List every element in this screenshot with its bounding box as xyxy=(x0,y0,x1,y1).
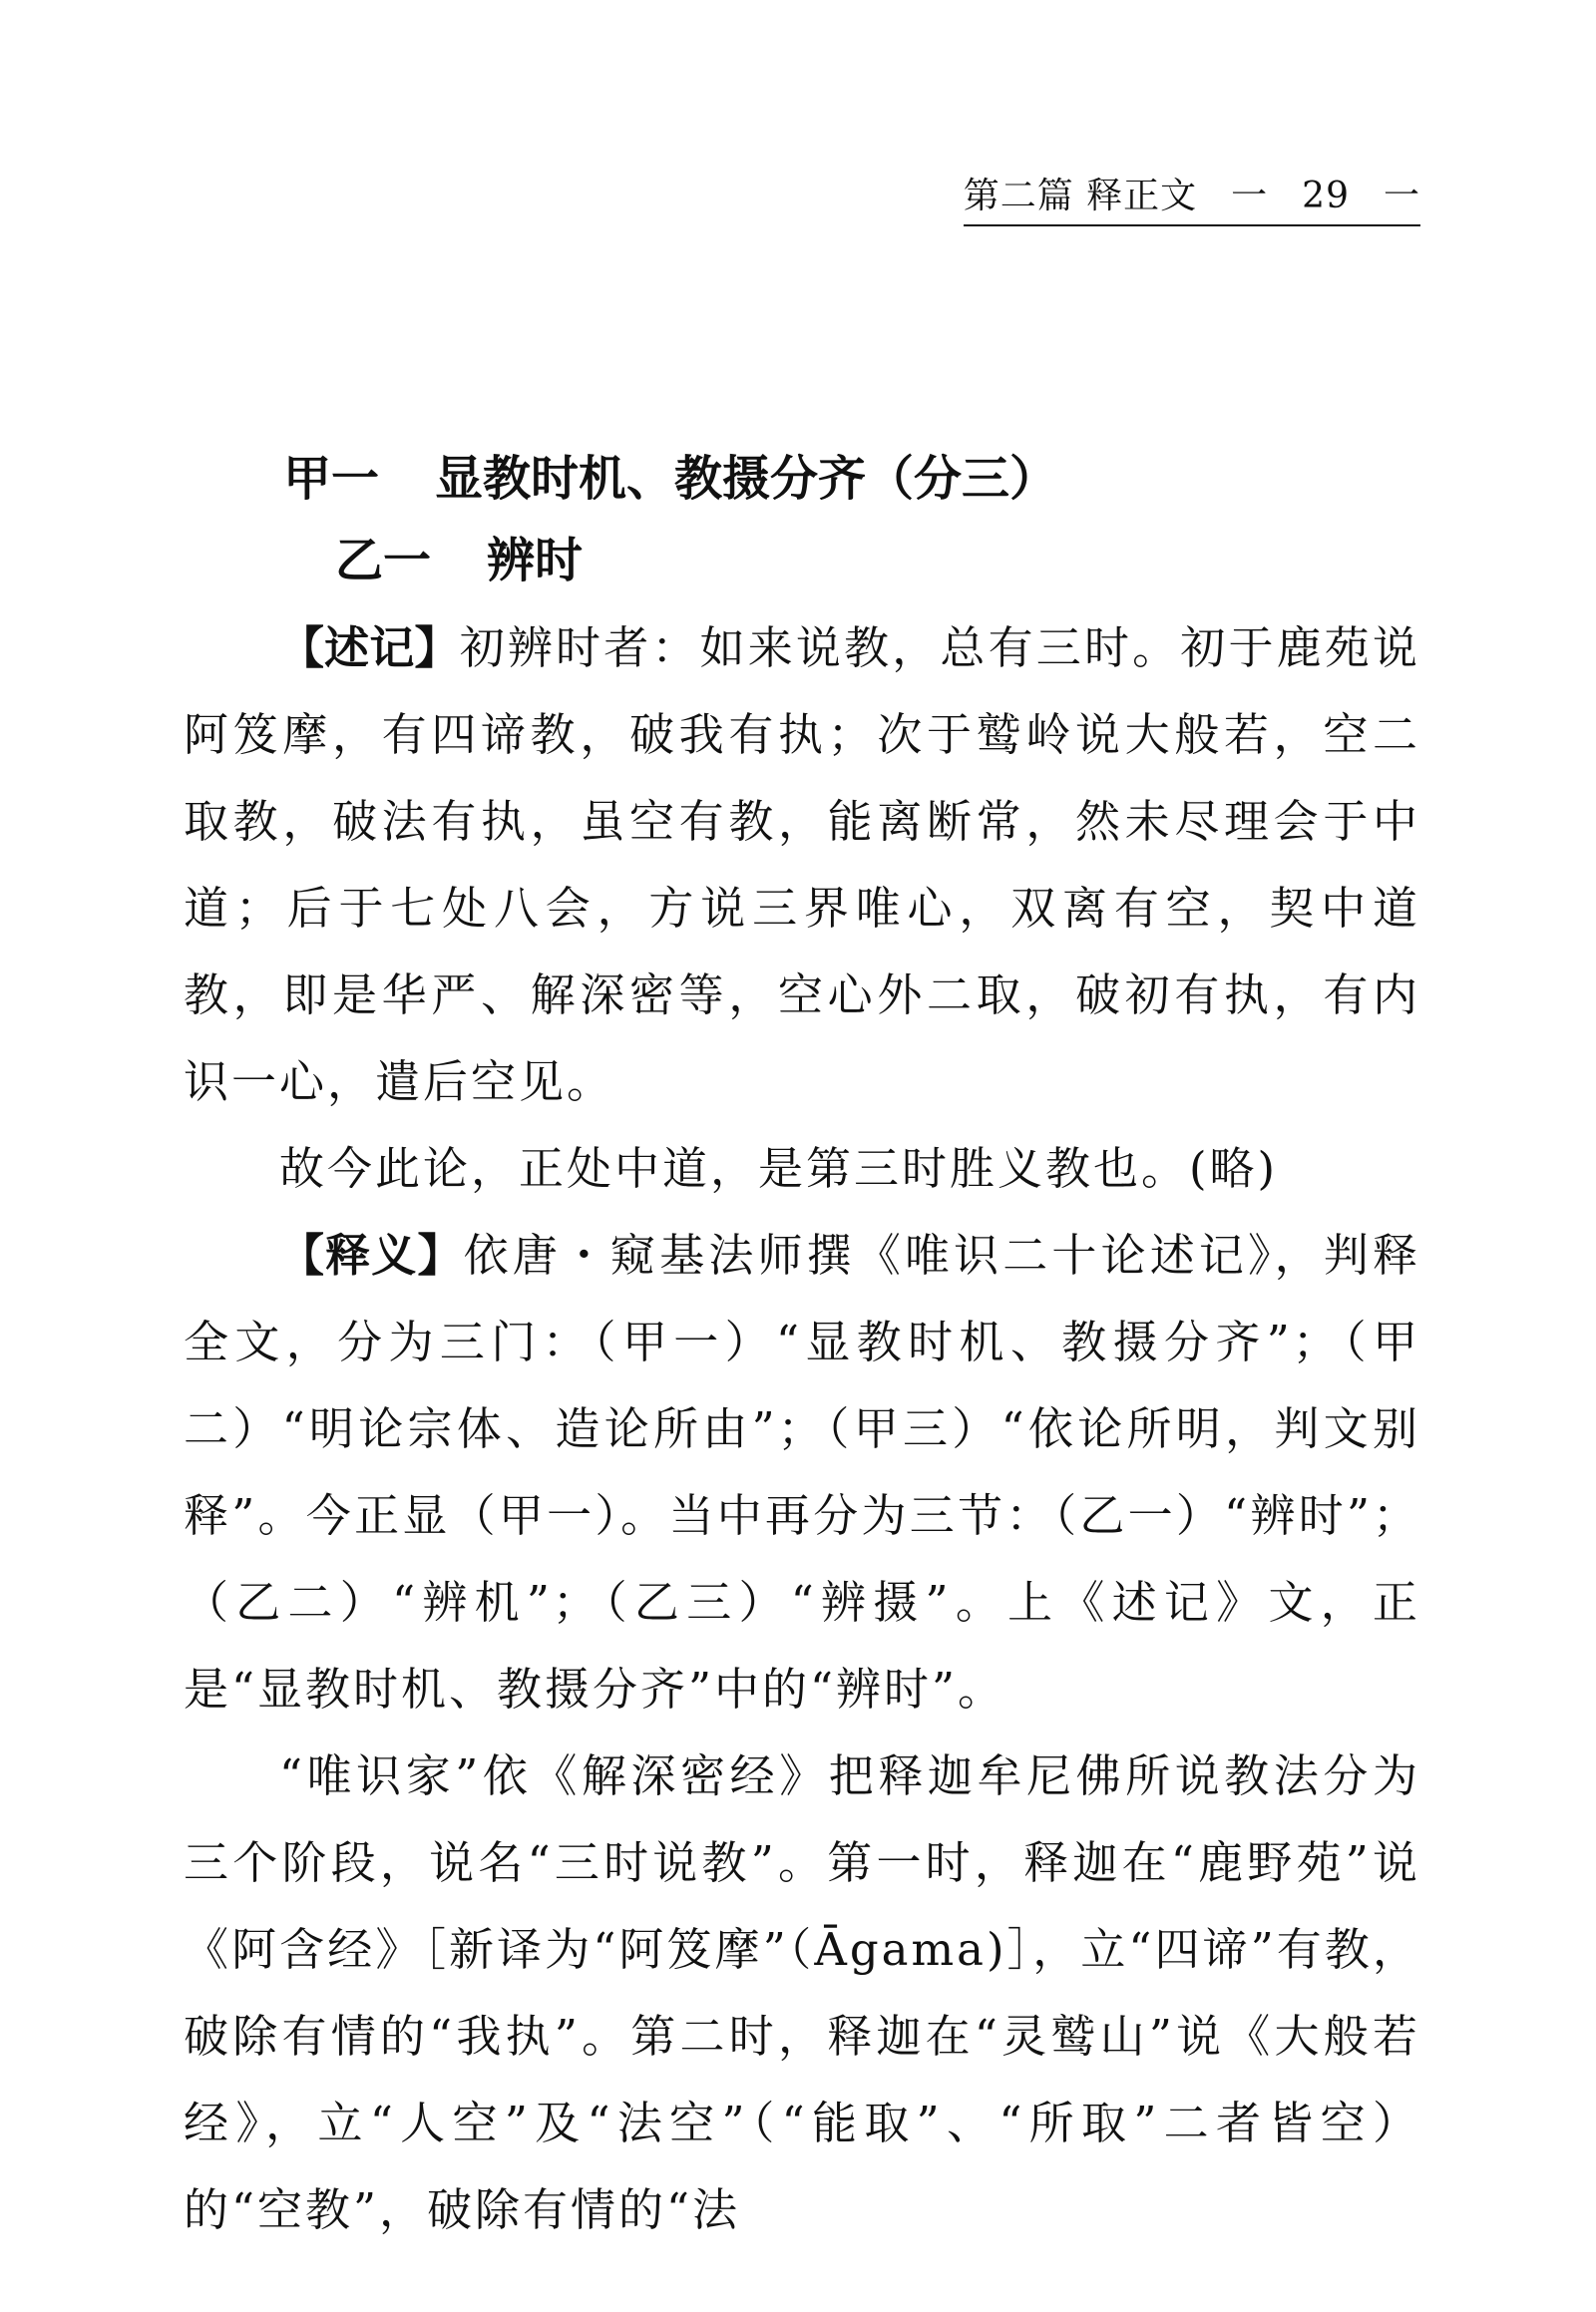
shuji-text: 初辨时者：如来说教，总有三时。初于鹿苑说阿笈摩，有四谛教，破我有执；次于鹫岭说大般若，空二取教，破法有执，虽空有教，能离断常，然未尽理会于中道；后于七处八会，方说三界唯心，双离有空，契中道教，即是华严、解深密等，空心外二取，破初有执，有内识一心，遣后空见。 xyxy=(184,621,1420,1108)
running-header xyxy=(964,168,1420,226)
heading-2-number: 乙一 xyxy=(335,533,432,588)
shiyi-paragraph xyxy=(184,1212,1420,1733)
heading-1-title: 显教时机、教摄分齐（分三） xyxy=(435,451,1058,507)
heading-level-1 xyxy=(283,449,1420,509)
shiyi-text: 依唐・窥基法师撰《唯识二十论述记》，判释全文，分为三门：（甲一）“显教时机、教摄分齐”；（甲二）“明论宗体、造论所由”；（甲三）“依论所明，判文别释”。今正显（甲一）。当中再分为三节：（乙一）“辨时”；（乙二）“辨机”；（乙三）“辨摄”。上《述记》文，正是“显教时机、教摄分齐”中的“辨时”。 xyxy=(184,1229,1420,1716)
shiyi-label: 【释义】 xyxy=(279,1229,464,1282)
shuji-label: 【述记】 xyxy=(279,621,460,674)
header-section-title: 第二篇 释正文 xyxy=(963,176,1198,216)
header-dash-left: 一 xyxy=(1231,176,1269,216)
header-dash-right: 一 xyxy=(1383,176,1420,216)
header-page-number: 29 xyxy=(1302,176,1350,216)
heading-1-number: 甲一 xyxy=(283,451,380,507)
main-text xyxy=(184,449,1420,2253)
heading-level-2 xyxy=(335,531,1420,590)
shuji-paragraph xyxy=(184,604,1420,1125)
explanation-paragraph: “唯识家”依《解深密经》把释迦牟尼佛所说教法分为三个阶段，说名“三时说教”。第一时，释迦在“鹿野苑”说《阿含经》［新译为“阿笈摩”（Āgama)］，立“四谛”有教，破除有情的“我执”。第二时，释迦在“灵鹫山”说《大般若经》，立“人空”及“法空”（“能取”、“所取”二者皆空）的“空教”，破除有情的“法 xyxy=(184,1749,1420,2236)
shuji-paragraph-2: 故今此论，正处中道，是第三时胜义教也。(略) xyxy=(279,1142,1279,1195)
heading-2-title: 辨时 xyxy=(487,533,584,588)
